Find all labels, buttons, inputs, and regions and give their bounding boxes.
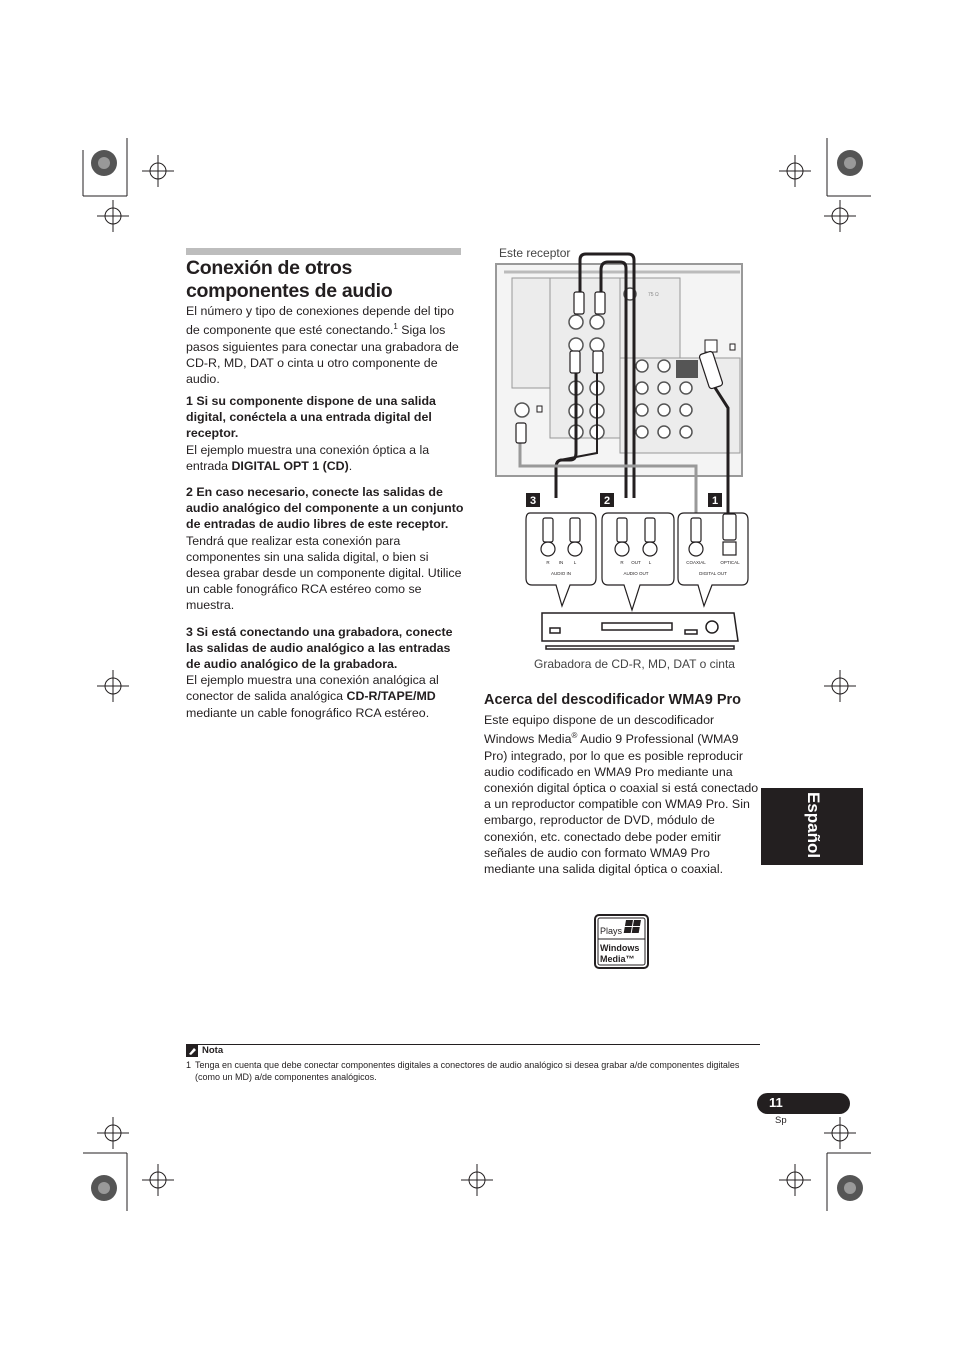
in-r-label: R xyxy=(546,560,550,565)
logo-plays: Plays xyxy=(600,926,623,936)
step-2-body: Tendrá que realizar esta conexión para componentes sin una salida digital, o bien si desea grabar desde un componente digital. Utilice un cable fonográfico RCA estéreo como se muestra. xyxy=(186,533,462,613)
ohm-label: 75 Ω xyxy=(648,292,659,298)
note-footnote xyxy=(186,1059,746,1083)
intro-text: El número y tipo de conexiones depende del tipo de componente que esté conectando. xyxy=(186,304,454,338)
step-1-body-text: El ejemplo muestra una conexión óptica a la entrada xyxy=(186,442,430,473)
step-1-body-end: . xyxy=(348,458,353,473)
page-number: 11 xyxy=(769,1095,783,1110)
step-3-body-text: El ejemplo muestra una conexión analógica al conector de salida analógica xyxy=(186,673,439,704)
footnote-ref: 1 xyxy=(393,322,398,332)
audio-in-label: AUDIO IN xyxy=(550,571,572,576)
step-2-heading: 2 En caso necesario, conecte las salidas de audio analógico del componente a un conjunto de entradas de audio libres de este receptor. xyxy=(186,485,464,532)
note-icon xyxy=(186,1045,198,1057)
callout-1: 1 xyxy=(711,495,719,507)
page-language-code: Sp xyxy=(775,1115,787,1126)
wma-paragraph xyxy=(484,712,759,877)
steps-list xyxy=(186,393,464,721)
digital-out-label: DIGITAL OUT xyxy=(699,571,727,576)
wma-heading: Acerca del descodificador WMA9 Pro xyxy=(484,692,742,708)
note-number: 1 xyxy=(186,1060,192,1070)
step-3-heading: 3 Si está conectando una grabadora, conecte las salidas de audio analógico a las entradas de audio analógico de la grabadora. xyxy=(186,624,453,672)
title-rule xyxy=(186,248,461,255)
step-3-body-bold: CD-R/TAPE/MD xyxy=(346,689,436,704)
recorder-device xyxy=(542,613,738,649)
step-3-body xyxy=(186,672,464,721)
step-3-body-end: mediante un cable fonográfico RCA estéreo. xyxy=(186,705,430,720)
receiver-caption: Este receptor xyxy=(499,246,571,260)
intro-paragraph xyxy=(186,303,461,387)
step-1-heading: 1 Si su componente dispone de una salida digital, conéctela a una entrada digital del receptor. xyxy=(186,394,436,441)
coaxial-label: COAXIAL xyxy=(686,560,706,565)
audio-out-label: AUDIO OUT xyxy=(623,571,649,576)
note-label: Nota xyxy=(202,1045,224,1056)
wma-text-2: Audio 9 Professional (WMA9 Pro) integrado, por lo que es posible reproducir audio codificado en WMA9 Pro mediante una conexión digital óptica o coaxial si está conectado a un reproductor compatible con WMA9 Pro. Sin embargo, reproductor de DVD, módulo de conexión, etc. conectado debe poder emitir señales de audio con formato WMA9 Pro mediante una salida digital óptica o coaxial. xyxy=(484,732,759,876)
out-label: OUT xyxy=(631,560,641,565)
connection-diagram xyxy=(490,248,750,658)
registered-mark: ® xyxy=(571,731,578,741)
wma-text: Este equipo dispone de un descodificador Windows Media xyxy=(484,713,715,747)
step-1-body-bold: DIGITAL OPT 1 (CD) xyxy=(231,458,349,473)
language-label: Español xyxy=(804,791,823,859)
logo-media: Media™ xyxy=(600,954,635,964)
step-1-body xyxy=(186,442,464,474)
in-l-label: L xyxy=(573,560,577,565)
out-l-label: L xyxy=(648,560,652,565)
note-rule xyxy=(186,1044,760,1045)
recorder-caption: Grabadora de CD-R, MD, DAT o cinta xyxy=(534,657,735,671)
windows-media-logo xyxy=(594,914,649,969)
page-title: Conexión de otros componentes de audio xyxy=(186,257,393,302)
intro-text-2: Siga los pasos siguientes para conectar una grabadora de CD-R, MD, DAT o cinta u otro componente de audio. xyxy=(186,323,459,386)
logo-windows: Windows xyxy=(600,943,640,953)
language-tab xyxy=(761,788,863,865)
in-label: IN xyxy=(558,560,564,565)
callout-2: 2 xyxy=(603,495,611,507)
out-r-label: R xyxy=(620,560,624,565)
note-body: Tenga en cuenta que debe conectar componentes digitales a conectores de audio analógico si desea grabar a/de componentes digitales (como un MD) a/de componentes analógicos. xyxy=(195,1060,740,1082)
optical-label: OPTICAL xyxy=(720,560,740,565)
callout-3: 3 xyxy=(529,495,537,507)
